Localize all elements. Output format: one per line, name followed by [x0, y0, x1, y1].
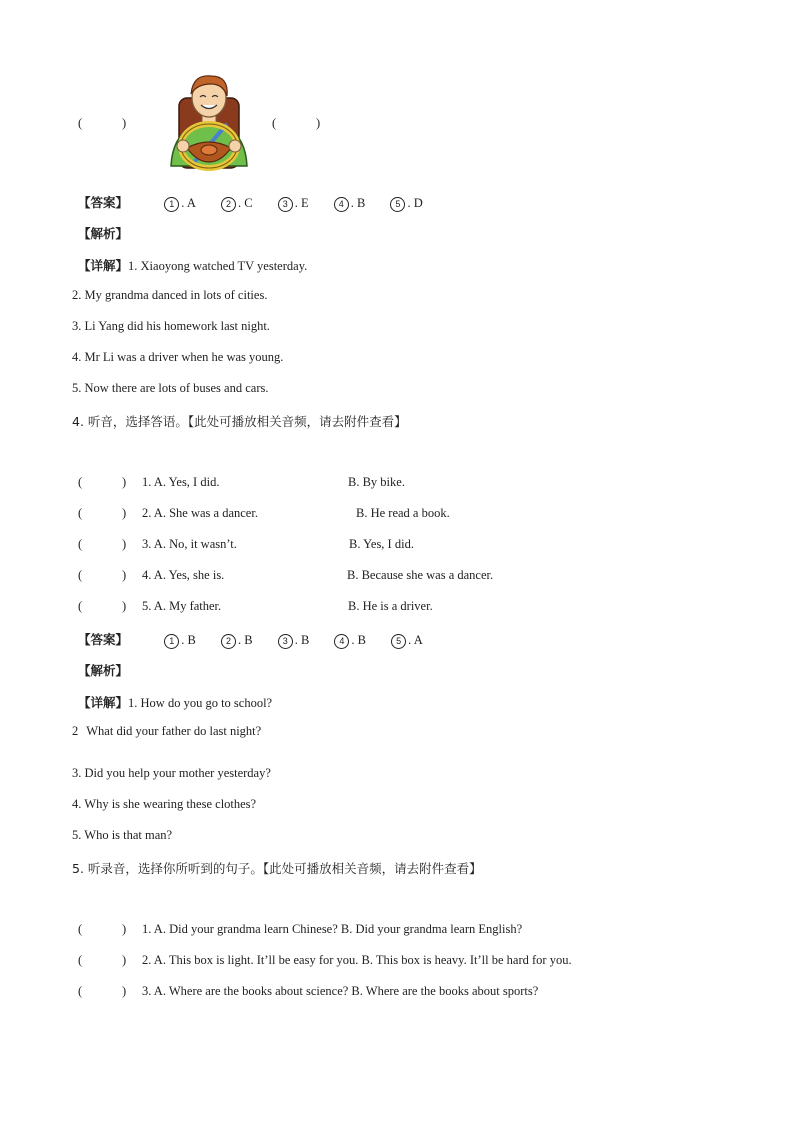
detail-line: 3. Li Yang did his homework last night.	[72, 319, 270, 333]
detail-line: 2. My grandma danced in lots of cities.	[72, 288, 268, 302]
analysis-tag: 【解析】	[78, 664, 129, 678]
answer-item: 2 . B	[221, 633, 253, 649]
answer-item: 5 . D	[390, 196, 422, 212]
answer-item: 5 . A	[391, 633, 423, 649]
detail-line: 4. Why is she wearing these clothes?	[72, 797, 257, 811]
detail-line: 3. Did you help your mother yesterday?	[72, 766, 271, 780]
analysis-tag: 【解析】	[78, 227, 129, 241]
detail-line: 【详解】1. How do you go to school?	[78, 696, 273, 710]
detail-line: 2 What did your father do last night?	[72, 724, 262, 738]
answer-item: 2 . C	[221, 196, 253, 212]
answer-item: 1 . A	[164, 196, 196, 212]
detail-tag: 【详解】	[78, 696, 129, 710]
detail-line: 5. Now there are lots of buses and cars.	[72, 381, 269, 395]
answer-item: 4 . B	[334, 633, 366, 649]
answer-item: 1 . B	[164, 633, 196, 649]
answer-item: 4 . B	[334, 196, 366, 212]
answer-tag: 【答案】	[78, 633, 129, 647]
answer-tag: 【答案】	[78, 196, 129, 210]
detail-tag: 【详解】	[78, 259, 129, 273]
answer-item: 3 . E	[278, 196, 309, 212]
question-title: 5. 听录音，选择你所听到的句子。【此处可播放相关音频，请去附件查看】	[72, 861, 482, 876]
question-title: 4. 听音，选择答语。【此处可播放相关音频，请去附件查看】	[72, 414, 407, 429]
detail-line: 5. Who is that man?	[72, 828, 173, 842]
answer-item: 3 . B	[278, 633, 310, 649]
answer-line	[78, 630, 445, 649]
answer-line	[78, 193, 445, 212]
detail-line: 【详解】1. Xiaoyong watched TV yesterday.	[78, 259, 308, 273]
detail-line: 4. Mr Li was a driver when he was young.	[72, 350, 284, 364]
man-driving-icon	[157, 70, 261, 174]
